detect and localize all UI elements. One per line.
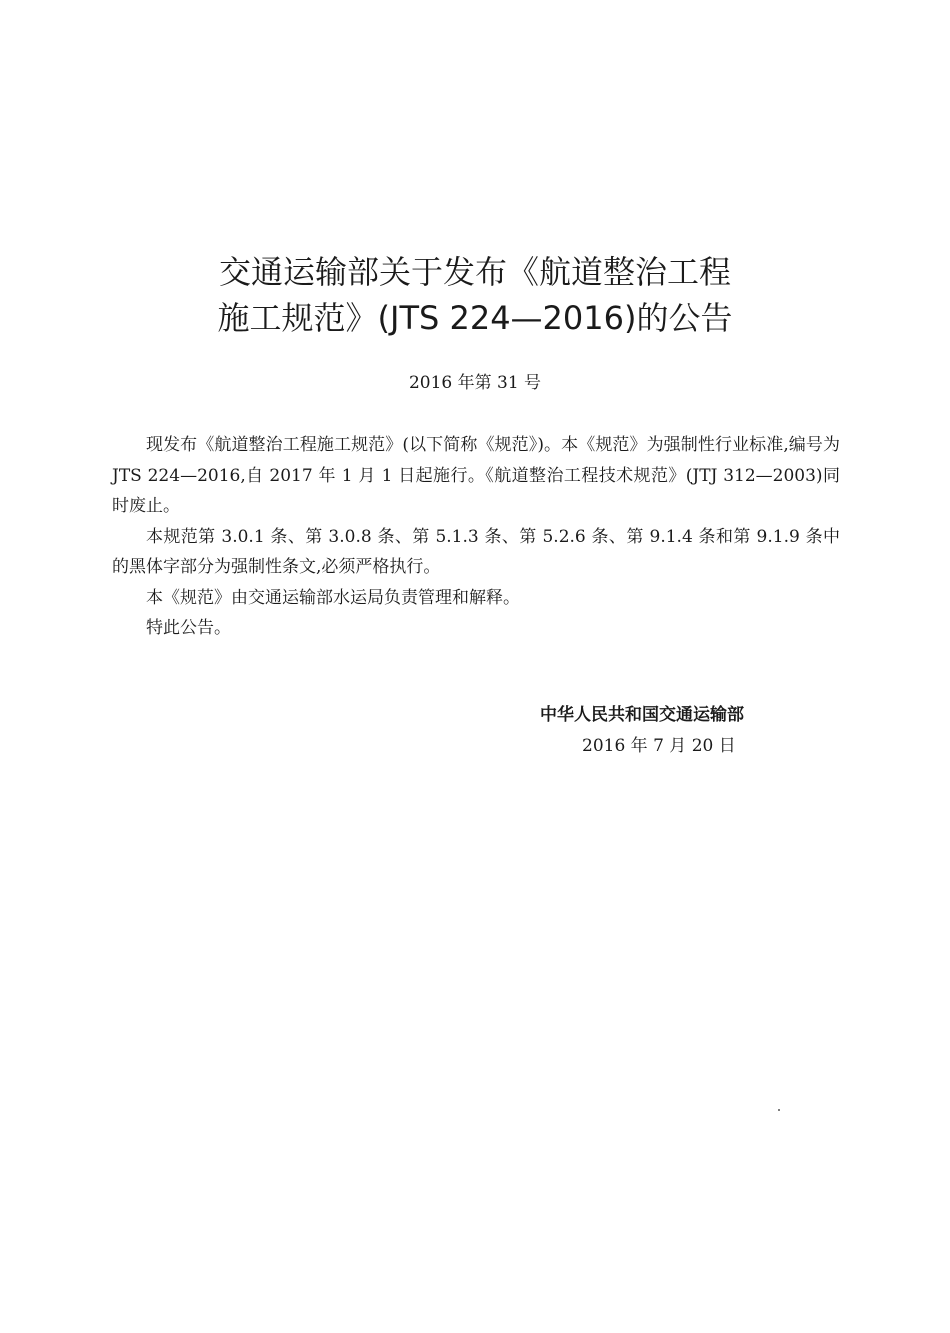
issuing-organization: 中华人民共和国交通运输部 [540,705,744,725]
announcement-title-line-2: 施工规范》(JTS 224—2016)的公告 [217,299,733,337]
scan-speck [778,1109,780,1111]
paragraph-publication: 现发布《航道整治工程施工规范》(以下简称《规范》)。本《规范》为强制性行业标准,编号为 JTS 224—2016,自 2017 年 1 月 1 日起施行。《航道整治工程技术规范》(JTJ 312—2003)同时废止。 [112,435,840,516]
announcement-body [112,430,840,644]
paragraph-closing: 特此公告。 [146,618,231,638]
signature-block [540,700,800,761]
paragraph-mandatory-clauses: 本规范第 3.0.1 条、第 3.0.8 条、第 5.1.3 条、第 5.2.6 条、第 9.1.4 条和第 9.1.9 条中的黑体字部分为强制性条文,必须严格执行。 [112,526,840,577]
paragraph-administration: 本《规范》由交通运输部水运局负责管理和解释。 [146,587,520,608]
document-number: 2016 年第 31 号 [408,373,542,393]
announcement-title-line-1: 交通运输部关于发布《航道整治工程 [218,253,731,291]
issue-date: 2016 年 7 月 20 日 [582,735,736,756]
